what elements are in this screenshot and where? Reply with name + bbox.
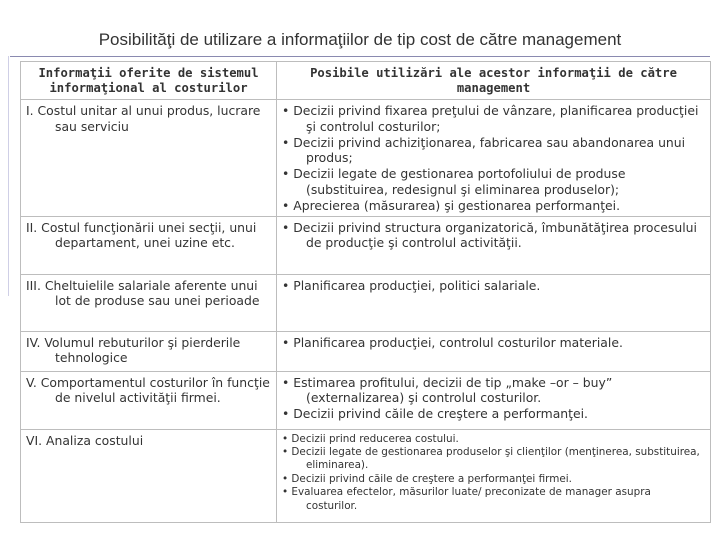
usage-item: • Aprecierea (măsurarea) şi gestionarea performanţei. [282,197,621,213]
row-label: V. Comportamentul costurilor în funcţie de nivelul activităţii firmei. [26,374,270,406]
usage-item: • Decizii legate de gestionarea produselor şi clienţilor (menţinerea, substituirea, eliminarea). [282,445,700,472]
row-label: IV. Volumul rebuturilor şi pierderile tehnologice [26,334,241,366]
usage-item: • Planificarea producţiei, controlul costurilor materiale. [282,334,623,350]
row-label: III. Cheltuielile salariale aferente unui lot de produse sau unei perioade [26,277,260,309]
usage-item: • Decizii privind căile de creştere a performanţei firmei. [282,472,572,485]
header-left: Informaţii oferite de sistemul informaţional al costurilor [21,62,277,100]
table-row [21,429,711,522]
table-row [21,371,711,429]
usage-item: • Decizii prind reducerea costului. [282,432,459,445]
table-row [21,331,711,371]
table-header-row [21,62,711,100]
usage-item: • Planificarea producţiei, politici salariale. [282,277,541,293]
usage-item: • Decizii privind căile de creştere a performanţei. [282,406,588,422]
usage-item: • Estimarea profitului, decizii de tip „make –or – buy” (externalizarea) şi controlul costurilor. [282,374,613,406]
usage-item: • Decizii legate de gestionarea portofoliului de produse (substituirea, redesignul şi eliminarea produselor); [282,166,626,197]
row-label: VI. Analiza costului [26,432,144,448]
row-label: I. Costul unitar al unui produs, lucrare sau serviciu [26,103,261,134]
title-underline [10,56,710,57]
info-usage-table [20,61,711,523]
usage-item: • Decizii privind structura organizatorică, îmbunătăţirea procesului de producţie şi controlul activităţii. [282,219,697,251]
row-label: II. Costul funcţionării unei secţii, unui departament, unei uzine etc. [26,219,257,251]
table-row [21,100,711,217]
usage-item: • Decizii privind fixarea preţului de vânzare, planificarea producţiei şi controlul costurilor; [282,103,699,134]
usage-item: • Evaluarea efectelor, măsurilor luate/ preconizate de manager asupra costurilor. [282,486,651,512]
table-row [21,274,711,331]
table-row [21,216,711,274]
left-accent-line [8,56,9,296]
header-right: Posibile utilizări ale acestor informaţii de către management [277,62,711,100]
usage-item: • Decizii privind achiziţionarea, fabricarea sau abandonarea unui produs; [282,134,686,166]
page-title: Posibilităţi de utilizare a informaţiilor de tip cost de către management [98,30,622,49]
